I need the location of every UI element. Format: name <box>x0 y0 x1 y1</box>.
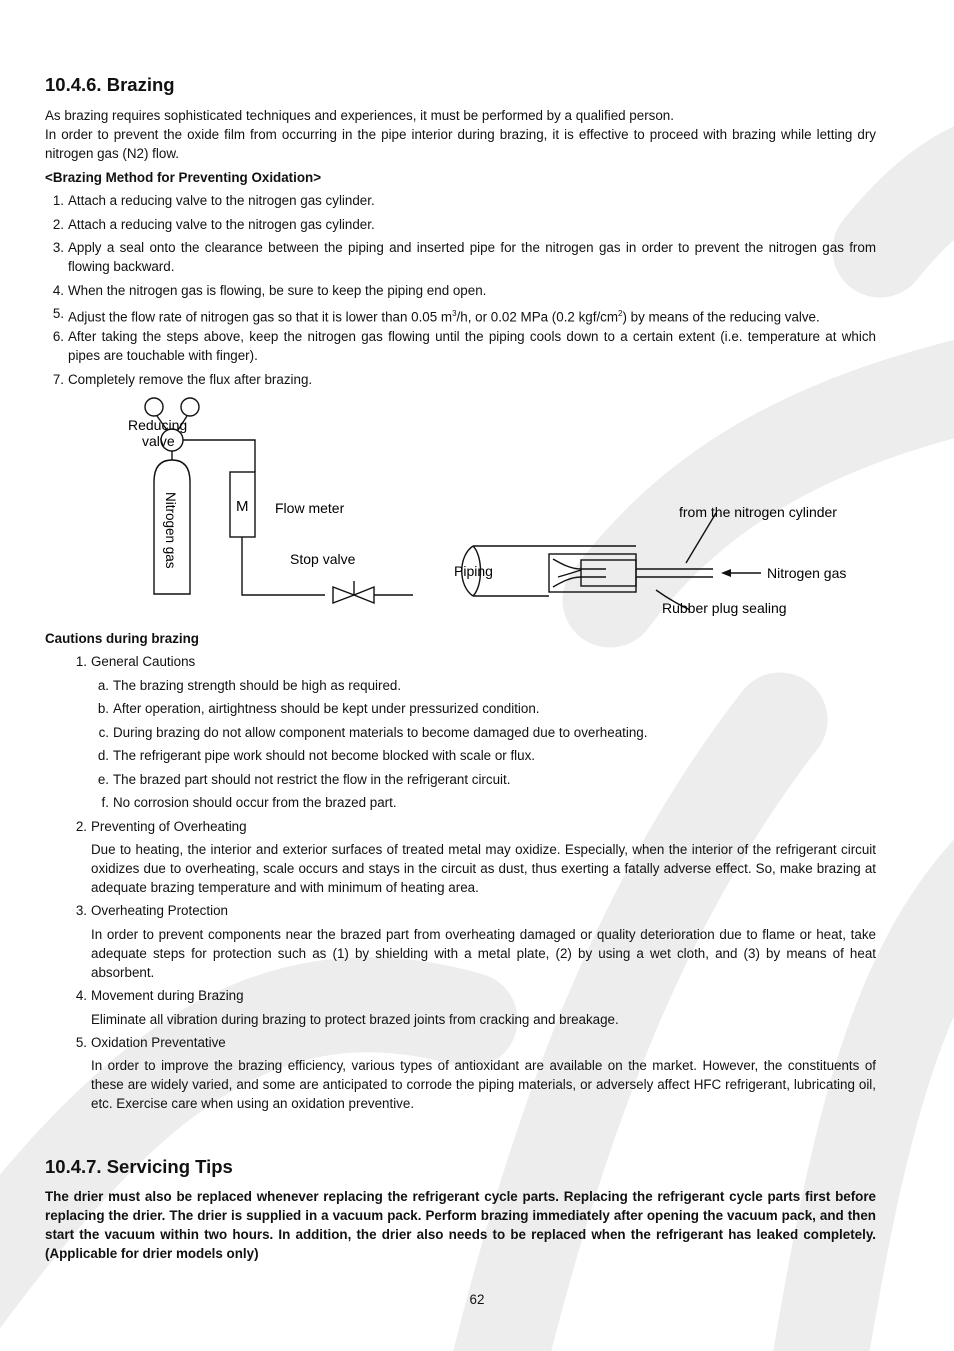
from-cylinder-label: from the nitrogen cylinder <box>679 504 837 520</box>
flow-meter-letter: M <box>236 498 249 515</box>
sub-item-text: The brazing strength should be high as required. <box>113 678 402 693</box>
rubber-plug-label: Rubber plug sealing <box>662 600 787 616</box>
sub-item-letter: a. <box>97 678 109 693</box>
caution-title: Oxidation Preventative <box>91 1035 226 1050</box>
sub-item-letter: f. <box>101 795 109 810</box>
step-text: When the nitrogen gas is flowing, be sure to keep the piping end open. <box>68 283 487 298</box>
caution-text: In order to improve the brazing efficiency, various types of antioxidant are available on the market. However, the constituents of these are widely varied, and some are anticipated to corrode the piping materials, or adversely affect HFC refrigerant, lubricating oil, etc. Exercise care when using an oxidation preventive. <box>91 1058 876 1111</box>
caution-text: In order to prevent components near the brazed part from overheating damaged or quality deterioration due to flame or heat, take adequate steps for protection such as (1) by shielding with a metal plate, (2) by using a wet cloth, and (3) by means of heat absorbent. <box>91 927 876 980</box>
sub-item-text: The brazed part should not restrict the flow in the refrigerant circuit. <box>113 772 511 787</box>
sub-item-text: The refrigerant pipe work should not become blocked with scale or flux. <box>113 748 536 763</box>
caution-number: 1. <box>75 654 87 669</box>
brazing-setup-diagram <box>75 390 875 625</box>
step-number: 5. <box>52 306 64 321</box>
step-text: Completely remove the flux after brazing. <box>68 372 313 387</box>
sub-item-letter: d. <box>97 748 109 763</box>
brazing-intro-2: In order to prevent the oxide film from occurring in the pipe interior during brazing, it is effective to proceed with brazing while letting dry nitrogen gas (N2) flow. <box>45 127 876 161</box>
brazing-intro-1: As brazing requires sophisticated techniques and experiences, it must be performed by a qualified person. <box>45 108 674 123</box>
step-text: Attach a reducing valve to the nitrogen gas cylinder. <box>68 217 375 232</box>
caution-title: General Cautions <box>91 654 196 669</box>
piping-label: Piping <box>454 563 493 579</box>
cautions-title: Cautions during brazing <box>45 631 199 646</box>
sub-item-letter: e. <box>97 772 109 787</box>
step-text: After taking the steps above, keep the nitrogen gas flowing until the piping cools down to a certain extent (i.e. temperature at which pipes are touchable with finger). <box>68 329 876 363</box>
step-text: Apply a seal onto the clearance between the piping and inserted pipe for the nitrogen gas in order to prevent the nitrogen gas from flowing backward. <box>68 240 876 274</box>
section-heading-brazing: 10.4.6. Brazing <box>45 74 175 95</box>
reducing-valve-label: valve <box>142 433 175 449</box>
pressure-gauge-left <box>145 398 163 416</box>
sub-item-text: During brazing do not allow component materials to become damaged due to overheating. <box>113 725 648 740</box>
nitrogen-gas-cylinder-label: Nitrogen gas <box>163 492 178 569</box>
caution-title: Movement during Brazing <box>91 988 244 1003</box>
caution-number: 4. <box>75 988 87 1003</box>
method-title: <Brazing Method for Preventing Oxidation> <box>45 170 322 185</box>
sub-item-text: After operation, airtightness should be kept under pressurized condition. <box>113 701 540 716</box>
sub-item-letter: b. <box>97 701 109 716</box>
step-number: 6. <box>52 329 64 344</box>
step-number: 3. <box>52 240 64 255</box>
sub-item-letter: c. <box>98 725 109 740</box>
flow-meter-label: Flow meter <box>275 500 345 516</box>
step-number: 2. <box>52 217 64 232</box>
step-number: 7. <box>52 372 64 387</box>
servicing-tips-text: The drier must also be replaced whenever replacing the refrigerant cycle parts. Replacing the refrigerant cycle parts first before replacing the drier. The drier is supplied in a vacuum pack. Perform brazing immediately after opening the vacuum pack, and then start the vacuum within two hours. In addition, the drier also needs to be replaced when the refrigerant has leaked completely. (Applicable for drier models only) <box>45 1189 876 1261</box>
caution-number: 3. <box>75 903 87 918</box>
step-text: Attach a reducing valve to the nitrogen gas cylinder. <box>68 193 375 208</box>
caution-title: Overheating Protection <box>91 903 228 918</box>
sub-item-text: No corrosion should occur from the brazed part. <box>113 795 397 810</box>
pressure-gauge-right <box>181 398 199 416</box>
caution-text: Eliminate all vibration during brazing to protect brazed joints from cracking and breakage. <box>91 1012 619 1027</box>
nitrogen-gas-label: Nitrogen gas <box>767 565 847 581</box>
caution-text: Due to heating, the interior and exterior surfaces of treated metal may oxidize. Especially, when the interior of the refrigerant circuit oxidizes due to overheating, scale occurs and stays in the circuit as dust, thus exerting a fatally adverse effect. So, make brazing at adequate brazing temperature and with minimum of heating area. <box>91 842 876 895</box>
stop-valve-label: Stop valve <box>290 551 356 567</box>
reducing-valve-label: Reducing <box>128 417 188 433</box>
caution-number: 5. <box>75 1035 87 1050</box>
step-number: 4. <box>52 283 64 298</box>
step-text: Adjust the flow rate of nitrogen gas so that it is lower than 0.05 $m^3/h$, or 0.02 MPa (0.2 kgf/$cm^2$) by means of the reducing valve. <box>68 309 820 325</box>
caution-number: 2. <box>75 819 87 834</box>
caution-title: Preventing of Overheating <box>91 819 247 834</box>
step-number: 1. <box>52 193 64 208</box>
section-heading-servicing-tips: 10.4.7. Servicing Tips <box>45 1156 233 1177</box>
page-number: 62 <box>469 1292 485 1307</box>
